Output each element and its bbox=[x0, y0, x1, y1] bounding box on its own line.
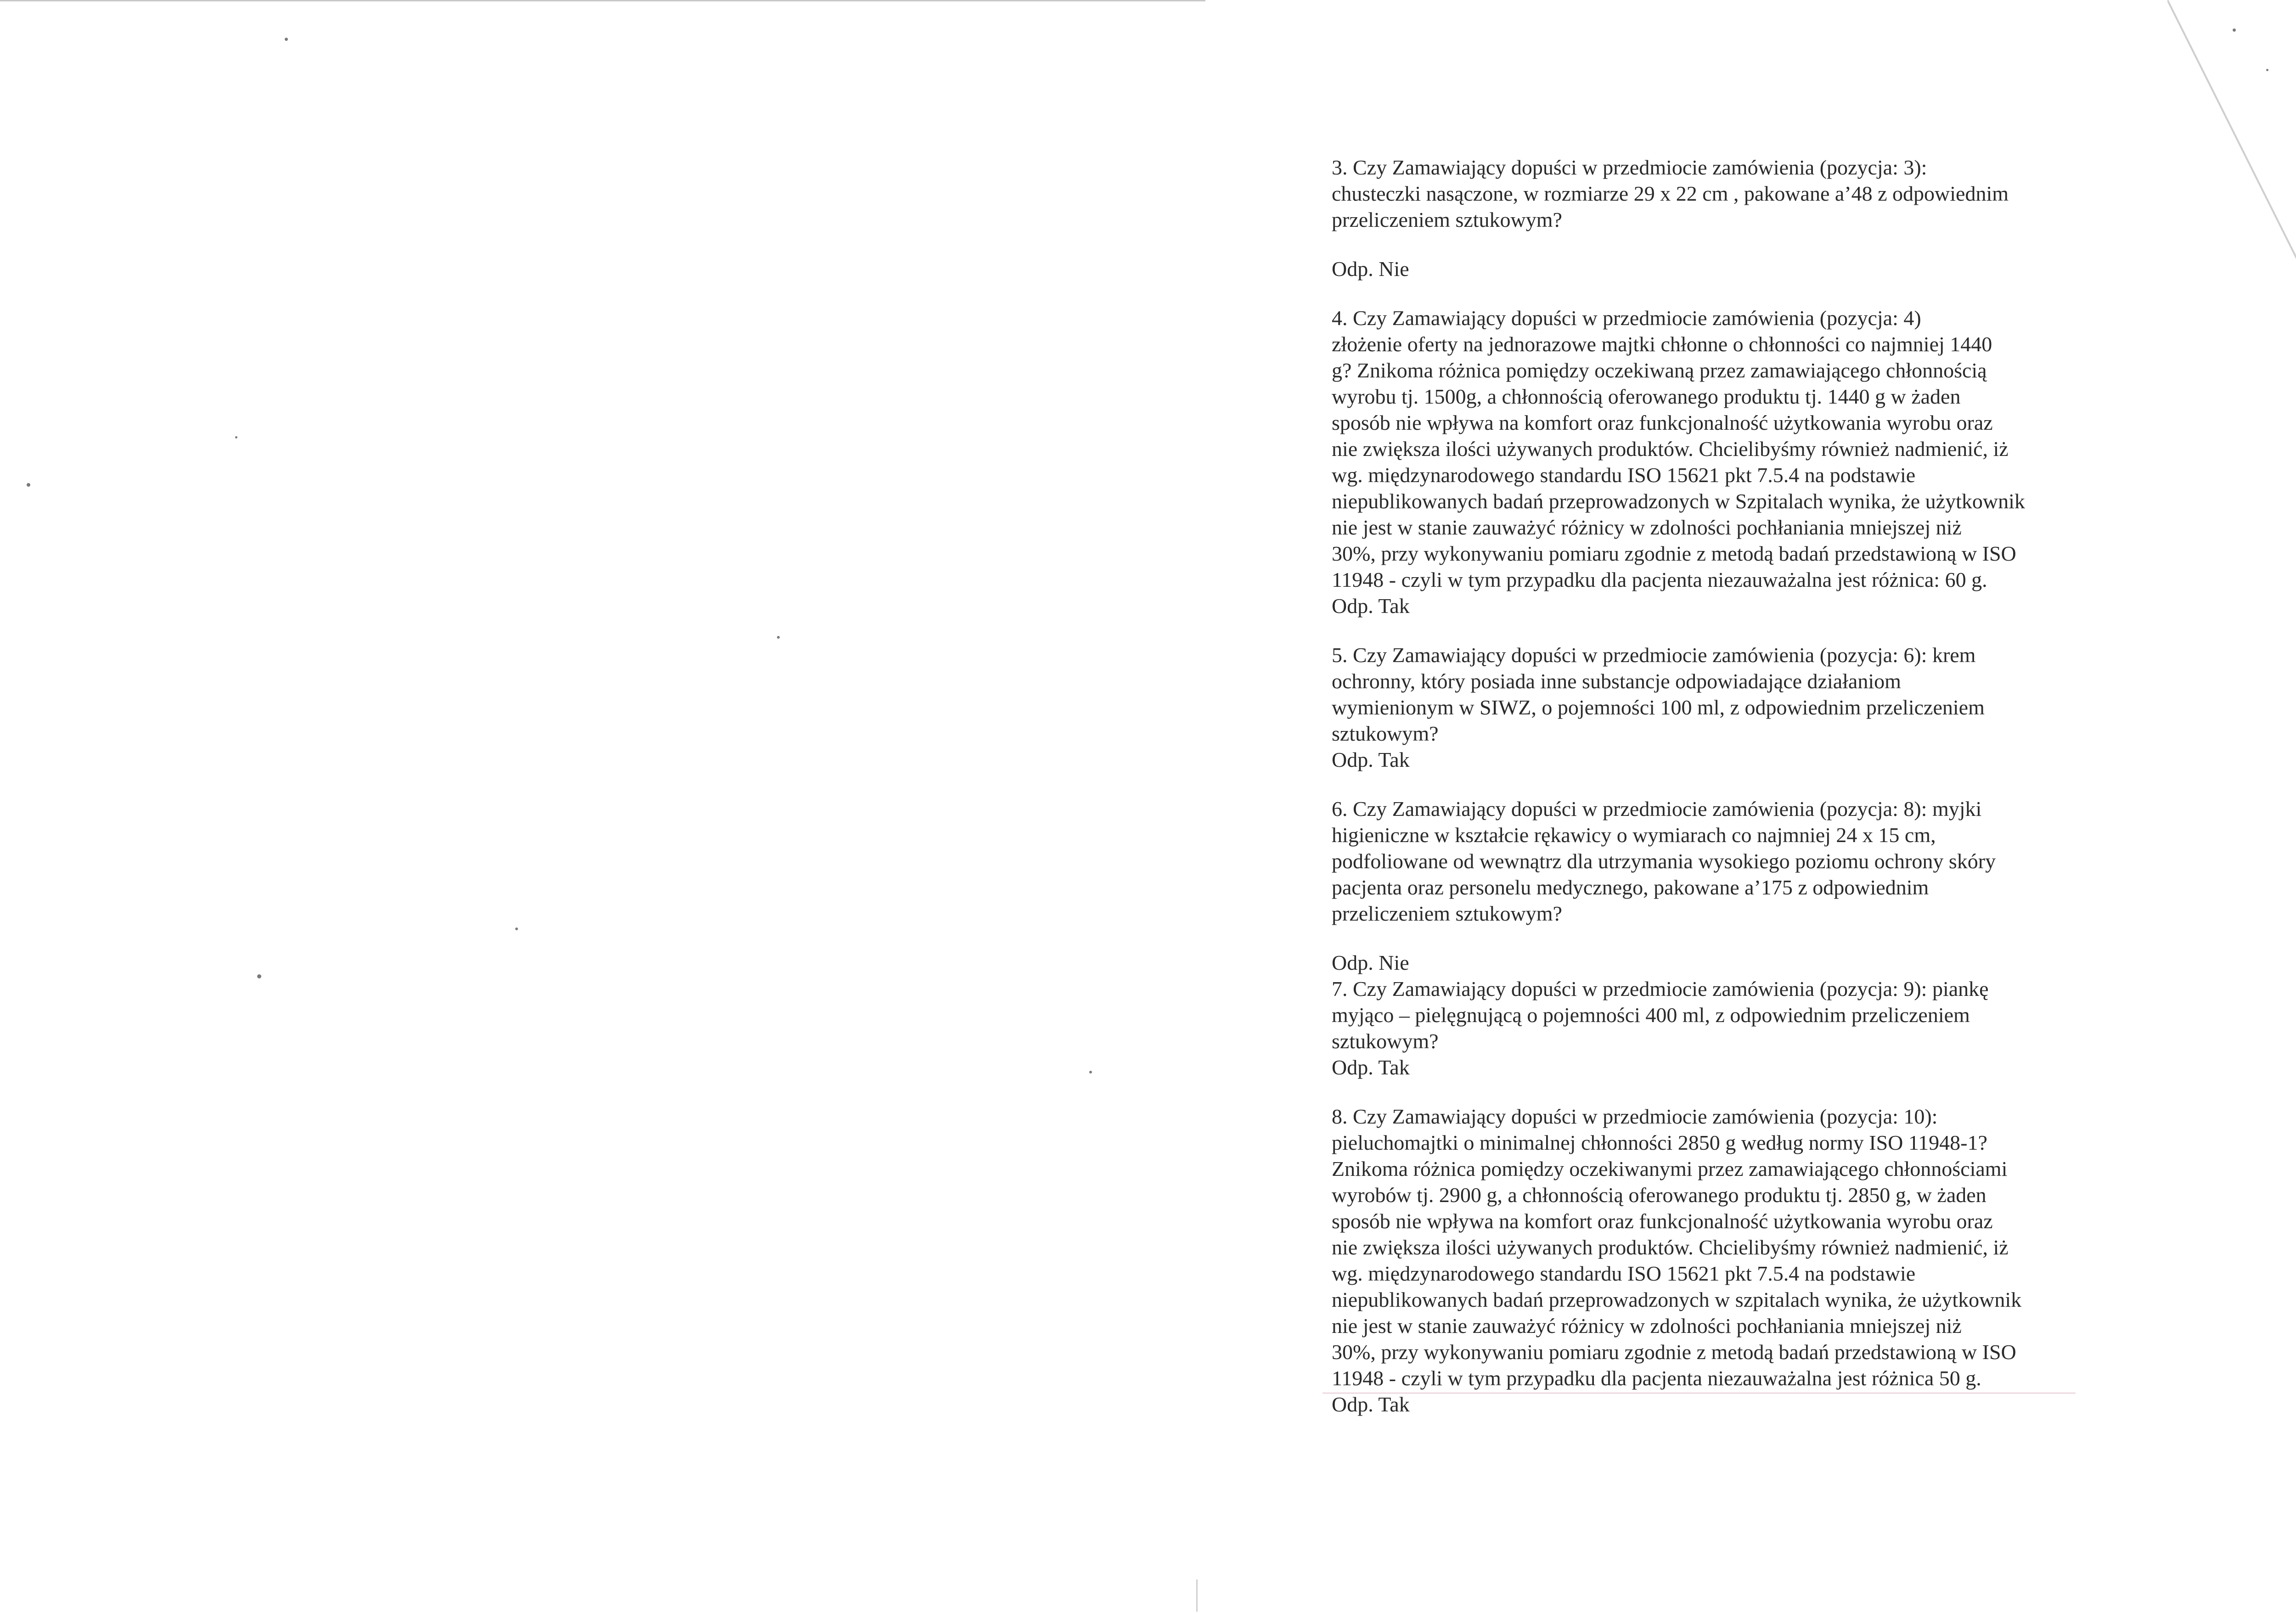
corner-fold bbox=[2167, 0, 2296, 349]
document-text bbox=[1332, 154, 2122, 1440]
scan-speck bbox=[285, 38, 288, 41]
question-5: 5. Czy Zamawiający dopuści w przedmiocie zamówienia (pozycja: 6): krem ochronny, który posiada inne substancje odpowiadające działaniom wymienionym w SIWZ, o pojemności 100 ml, z odpowiednim przeliczeniem sztukowym? bbox=[1332, 643, 1985, 745]
qa-item-4 bbox=[1332, 305, 2122, 619]
page-fold-line bbox=[1196, 1579, 1198, 1612]
scan-speck bbox=[2233, 28, 2236, 32]
question-3: 3. Czy Zamawiający dopuści w przedmiocie zamówienia (pozycja: 3): chusteczki nasączone, w rozmiarze 29 x 22 cm , pakowane a’48 z odpowiednim przeliczeniem sztukowym? bbox=[1332, 156, 2009, 231]
answer-6: Odp. Nie bbox=[1332, 951, 1409, 974]
scan-speck bbox=[777, 636, 780, 639]
qa-item-8 bbox=[1332, 1103, 2122, 1417]
scan-speck bbox=[515, 927, 518, 930]
qa-item-6 bbox=[1332, 796, 2122, 976]
qa-item-5 bbox=[1332, 642, 2122, 773]
question-7: 7. Czy Zamawiający dopuści w przedmiocie zamówienia (pozycja: 9): piankę myjąco – pielęgnującą o pojemności 400 ml, z odpowiednim przeliczeniem sztukowym? bbox=[1332, 977, 1989, 1053]
question-4: 4. Czy Zamawiający dopuści w przedmiocie zamówienia (pozycja: 4) złożenie oferty na jednorazowe majtki chłonne o chłonności co najmniej 1440 g? Znikoma różnica pomiędzy oczekiwaną przez zamawiającego chłonnością wyrobu tj. 1500g, a chłonnością oferowanego produktu tj. 1440 g w żaden sposób nie wpływa na komfort oraz funkcjonalność użytkowania wyrobu oraz nie zwiększa ilości używanych produktów. Chcielibyśmy również nadmienić, iż wg. międzynarodowego standardu ISO 15621 pkt 7.5.4 na podstawie niepublikowanych badań przeprowadzonych w Szpitalach wynika, że użytkownik nie jest w stanie zauważyć różnicy w zdolności pochłaniania mniejszej niż 30%, przy wykonywaniu pomiaru zgodnie z metodą badań przedstawioną w ISO 11948 - czyli w tym przypadku dla pacjenta niezauważalna jest różnica: 60 g. bbox=[1332, 306, 2025, 591]
answer-4: Odp. Tak bbox=[1332, 594, 1410, 618]
scan-speck bbox=[1089, 1071, 1092, 1073]
answer-7: Odp. Tak bbox=[1332, 1056, 1410, 1079]
scan-speck bbox=[235, 436, 237, 438]
question-6: 6. Czy Zamawiający dopuści w przedmiocie zamówienia (pozycja: 8): myjki higieniczne w kształcie rękawicy o wymiarach co najmniej 24 x 15 cm, podfoliowane od wewnątrz dla utrzymania wysokiego poziomu ochrony skóry pacjenta oraz personelu medycznego, pakowane a’175 z odpowiednim przeliczeniem sztukowym? bbox=[1332, 797, 1996, 925]
question-8: 8. Czy Zamawiający dopuści w przedmiocie zamówienia (pozycja: 10): pieluchomajtki o minimalnej chłonności 2850 g według normy ISO 11948-1? Znikoma różnica pomiędzy oczekiwanymi przez zamawiającego chłonnościami wyrobów tj. 2900 g, a chłonnością oferowanego produktu tj. 2850 g, w żaden sposób nie wpływa na komfort oraz funkcjonalność użytkowania wyrobu oraz nie zwiększa ilości używanych produktów. Chcielibyśmy również nadmienić, iż wg. międzynarodowego standardu ISO 15621 pkt 7.5.4 na podstawie niepublikowanych badań przeprowadzonych w szpitalach wynika, że użytkownik nie jest w stanie zauważyć różnicy w zdolności pochłaniania mniejszej niż 30%, przy wykonywaniu pomiaru zgodnie z metodą badań przedstawioną w ISO 11948 - czyli w tym przypadku dla pacjenta niezauważalna jest różnica 50 g. bbox=[1332, 1105, 2022, 1390]
answer-5: Odp. Tak bbox=[1332, 748, 1410, 771]
answer-3: Odp. Nie bbox=[1332, 257, 1409, 281]
scan-speck bbox=[2266, 69, 2268, 71]
scan-speck bbox=[257, 974, 261, 978]
scan-speck bbox=[27, 483, 30, 487]
answer-8: Odp. Tak bbox=[1332, 1393, 1410, 1416]
qa-item-3 bbox=[1332, 154, 2122, 282]
qa-item-7 bbox=[1332, 976, 2122, 1080]
